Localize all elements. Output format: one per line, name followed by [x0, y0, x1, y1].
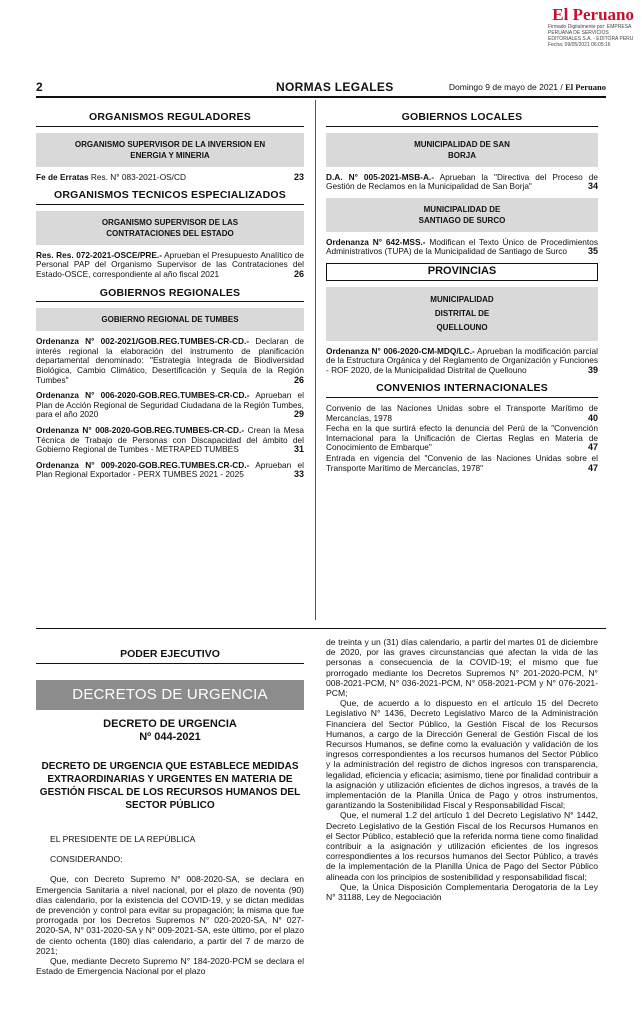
convenios-heading: CONVENIOS INTERNACIONALES [326, 381, 598, 398]
locales-heading: GOBIERNOS LOCALES [326, 110, 598, 127]
regionales-heading: GOBIERNOS REGIONALES [36, 286, 304, 303]
decree-body-right [326, 637, 598, 902]
index-entry[interactable]: D.A. N° 005-2021-MSB-A.- Aprueban la "Directiva del Proceso de Gestión de Reclamos en la Municipalidad de San Borja" 34 [326, 171, 598, 192]
right-index-column [326, 110, 598, 479]
reguladores-heading: ORGANISMOS REGULADORES [36, 110, 304, 127]
paragraph: de treinta y un (31) días calendario, a partir del martes 01 de diciembre de 2020, por las graves circunstancias que afectan la vida de las personas a consecuencia de la COVID-19; el mismo que fue prorrogado mediante los Decretos Supremos N° 201-2020-PCM, N° 008-2021-PCM, N° 036-2021-PCM, N° 058-2021-PCM y N° 076-2021-PCM; [326, 637, 598, 699]
logo-brand: El Peruano [552, 5, 634, 24]
surco-box: MUNICIPALIDAD DE SANTIAGO DE SURCO [326, 198, 598, 232]
provincias-heading: PROVINCIAS [326, 263, 598, 281]
quellouno-box: MUNICIPALIDAD DISTRITAL DE QUELLOUNO [326, 287, 598, 341]
decree-title: DECRETO DE URGENCIA Nº 044-2021 [103, 718, 237, 743]
osinergmin-box: ORGANISMO SUPERVISOR DE LA INVERSION EN ENERGIA Y MINERIA [36, 133, 304, 167]
left-index-column [36, 110, 304, 486]
section-title: NORMAS LEGALES [276, 80, 394, 94]
el-peruano-logo [524, 6, 634, 48]
index-entry[interactable]: Entrada en vigencia del "Convenio de las Naciones Unidas sobre el Transporte Marítimo de Mercancías, 1978" 47 [326, 452, 598, 473]
san-borja-box: MUNICIPALIDAD DE SAN BORJA [326, 133, 598, 167]
column-divider [315, 100, 316, 620]
index-entry[interactable]: Res. Res. 072-2021-OSCE/PRE.- Aprueban el Presupuesto Analítico de Personal PAP del Organismo Supervisor de las Contrataciones del Estado-OSCE, correspondiente al año fiscal 2021 26 [36, 249, 305, 279]
header-brand: El Peruano [565, 82, 606, 92]
index-entry[interactable]: Fe de Erratas Res. N° 083-2021-OS/CD 23 [36, 171, 304, 182]
digital-signature: Firmado Digitalmente por: EMPRESA PERUANA DE SERVICIOS EDITORIALES S.A. - EDITORA PERU Fecha: 09/05/2021 06:05:16 [548, 24, 634, 48]
index-entry[interactable]: Ordenanza N° 642-MSS.- Modifican el Texto Único de Procedimientos Administrativos (TUPA) de la Municipalidad de Santiago de Surco 35 [326, 236, 598, 257]
decree-subtitle: DECRETO DE URGENCIA QUE ESTABLECE MEDIDAS EXTRAORDINARIAS Y URGENTES EN MATERIA DE GESTIÓN FISCAL DE LOS RECURSOS HUMANOS DEL SECTOR PÚBLICO [39, 761, 301, 811]
paragraph: Que, con Decreto Supremo N° 008-2020-SA, se declara en Emergencia Sanitaria a nivel nacional, por el plazo de noventa (90) días calendario, por la existencia del COVID-19, y se dictan medidas de prevención y control para evitar su propagación; la misma que fue prorrogada por los Decretos Supremos N° 020-2020-SA, N° 027-2020-SA, N° 031-2020-SA y N° 009-2021-SA, este último, por el plazo de ciento ochenta (180) días calendario, a partir del 7 de marzo de 2021; [36, 874, 304, 956]
page-header [36, 80, 606, 98]
paragraph: Que, la Única Disposición Complementaria Derogatoria de la Ley N° 31188, Ley de Negociación [326, 881, 598, 903]
index-bottom-rule [36, 628, 606, 629]
index-entry[interactable]: Ordenanza N° 009-2020-GOB.REG.TUMBES.CR-CD.- Aprueban el Plan Regional Exportador - PERX TUMBES 2021 - 2025 33 [36, 459, 304, 480]
index-entry[interactable]: Convenio de las Naciones Unidas sobre el Transporte Marítimo de Mercancías, 1978 40 [326, 402, 598, 423]
paragraph: Que, de acuerdo a lo dispuesto en el artículo 15 del Decreto Legislativo N° 1436, Decreto Legislativo Marco de la Administración Financiera del Sector Público, la Gestión Fiscal de los Recursos Humanos, a cargo de la Dirección General de Gestión Fiscal de los Recursos Humanos, se define como la evaluación y validación de los ingresos correspondientes a los recursos humanos del Sector Público y la administración del registro de dichos ingresos con transparencia, legalidad, eficiencia y eficacia; asimismo, tiene por finalidad contribuir a la asignación y utilización eficientes de dichos ingresos, a través de la implementación de la Planilla Única de Pago y otros instrumentos, garantizando la Sostenibilidad Fiscal y Responsabilidad Fiscal; [326, 698, 598, 811]
index-entry[interactable]: Ordenanza N° 002-2021/GOB.REG.TUMBES-CR-CD.- Declaran de interés regional la elaboración del instrumento de planificación departamental denominado: "Estrategia Integrada de Biodiversidad Biológica, Cambio Climático, Desertificación y Sequía de la Región Tumbes" 26 [36, 336, 305, 385]
paragraph: Que, mediante Decreto Supremo N° 184-2020-PCM se declara el Estado de Emergencia Nacional por el plazo [36, 956, 304, 977]
osce-box: ORGANISMO SUPERVISOR DE LAS CONTRATACIONES DEL ESTADO [36, 211, 304, 245]
index-entry[interactable]: Ordenanza N° 006-2020-GOB.REG.TUMBES-CR-CD.- Aprueban el Plan de Acción Regional de Seguridad Ciudadana de la Región Tumbes, para el año 2020 29 [36, 390, 304, 420]
considering-line: CONSIDERANDO: [50, 854, 123, 865]
page-number: 2 [36, 80, 43, 94]
decree-body-left [36, 834, 304, 976]
president-line: EL PRESIDENTE DE LA REPÚBLICA [50, 834, 196, 844]
index-entry[interactable]: Ordenanza N° 006-2020-CM-MDQ/LC.- Aprueban la modificación parcial de la Estructura Orgánica y del Reglamento de Organización y Funciones - ROF 2020, de la Municipalidad Distrital de Quellouno 39 [326, 345, 598, 375]
tecnicos-heading: ORGANISMOS TECNICOS ESPECIALIZADOS [36, 188, 304, 205]
tumbes-box: GOBIERNO REGIONAL DE TUMBES [36, 308, 304, 331]
decretos-band: DECRETOS DE URGENCIA [36, 680, 304, 710]
index-entry[interactable]: Fecha en la que surtirá efecto la denuncia del Perú de la "Convención Internacional para la Unificación de Ciertas Reglas en Materia de Conocimiento de Embarque" 47 [326, 423, 598, 453]
poder-ejecutivo-heading: PODER EJECUTIVO [36, 648, 304, 664]
index-entry[interactable]: Ordenanza N° 008-2020-GOB.REG.TUMBES-CR-CD.- Crean la Mesa Técnica de Trabajo de Personas con Discapacidad del ámbito del Gobierno Regional de Tumbes - METRAPED TUMBES 31 [36, 424, 304, 455]
header-date: Domingo 9 de mayo de 2021 / El Peruano [448, 82, 606, 92]
paragraph: Que, el numeral 1.2 del artículo 1 del Decreto Legislativo N° 1442, Decreto Legislativo de la Gestión Fiscal de los Recursos Humanos en el Sector Público, estableció que la referida norma tiene como finalidad contribuir a la asignación y utilización eficientes de los ingresos correspondientes a los recursos humanos del Sector Público, a través de la implementación de la Planilla Única de Pago del Sector Público alineada con los principios de sostenibilidad y responsabilidad fiscal; [326, 810, 598, 882]
